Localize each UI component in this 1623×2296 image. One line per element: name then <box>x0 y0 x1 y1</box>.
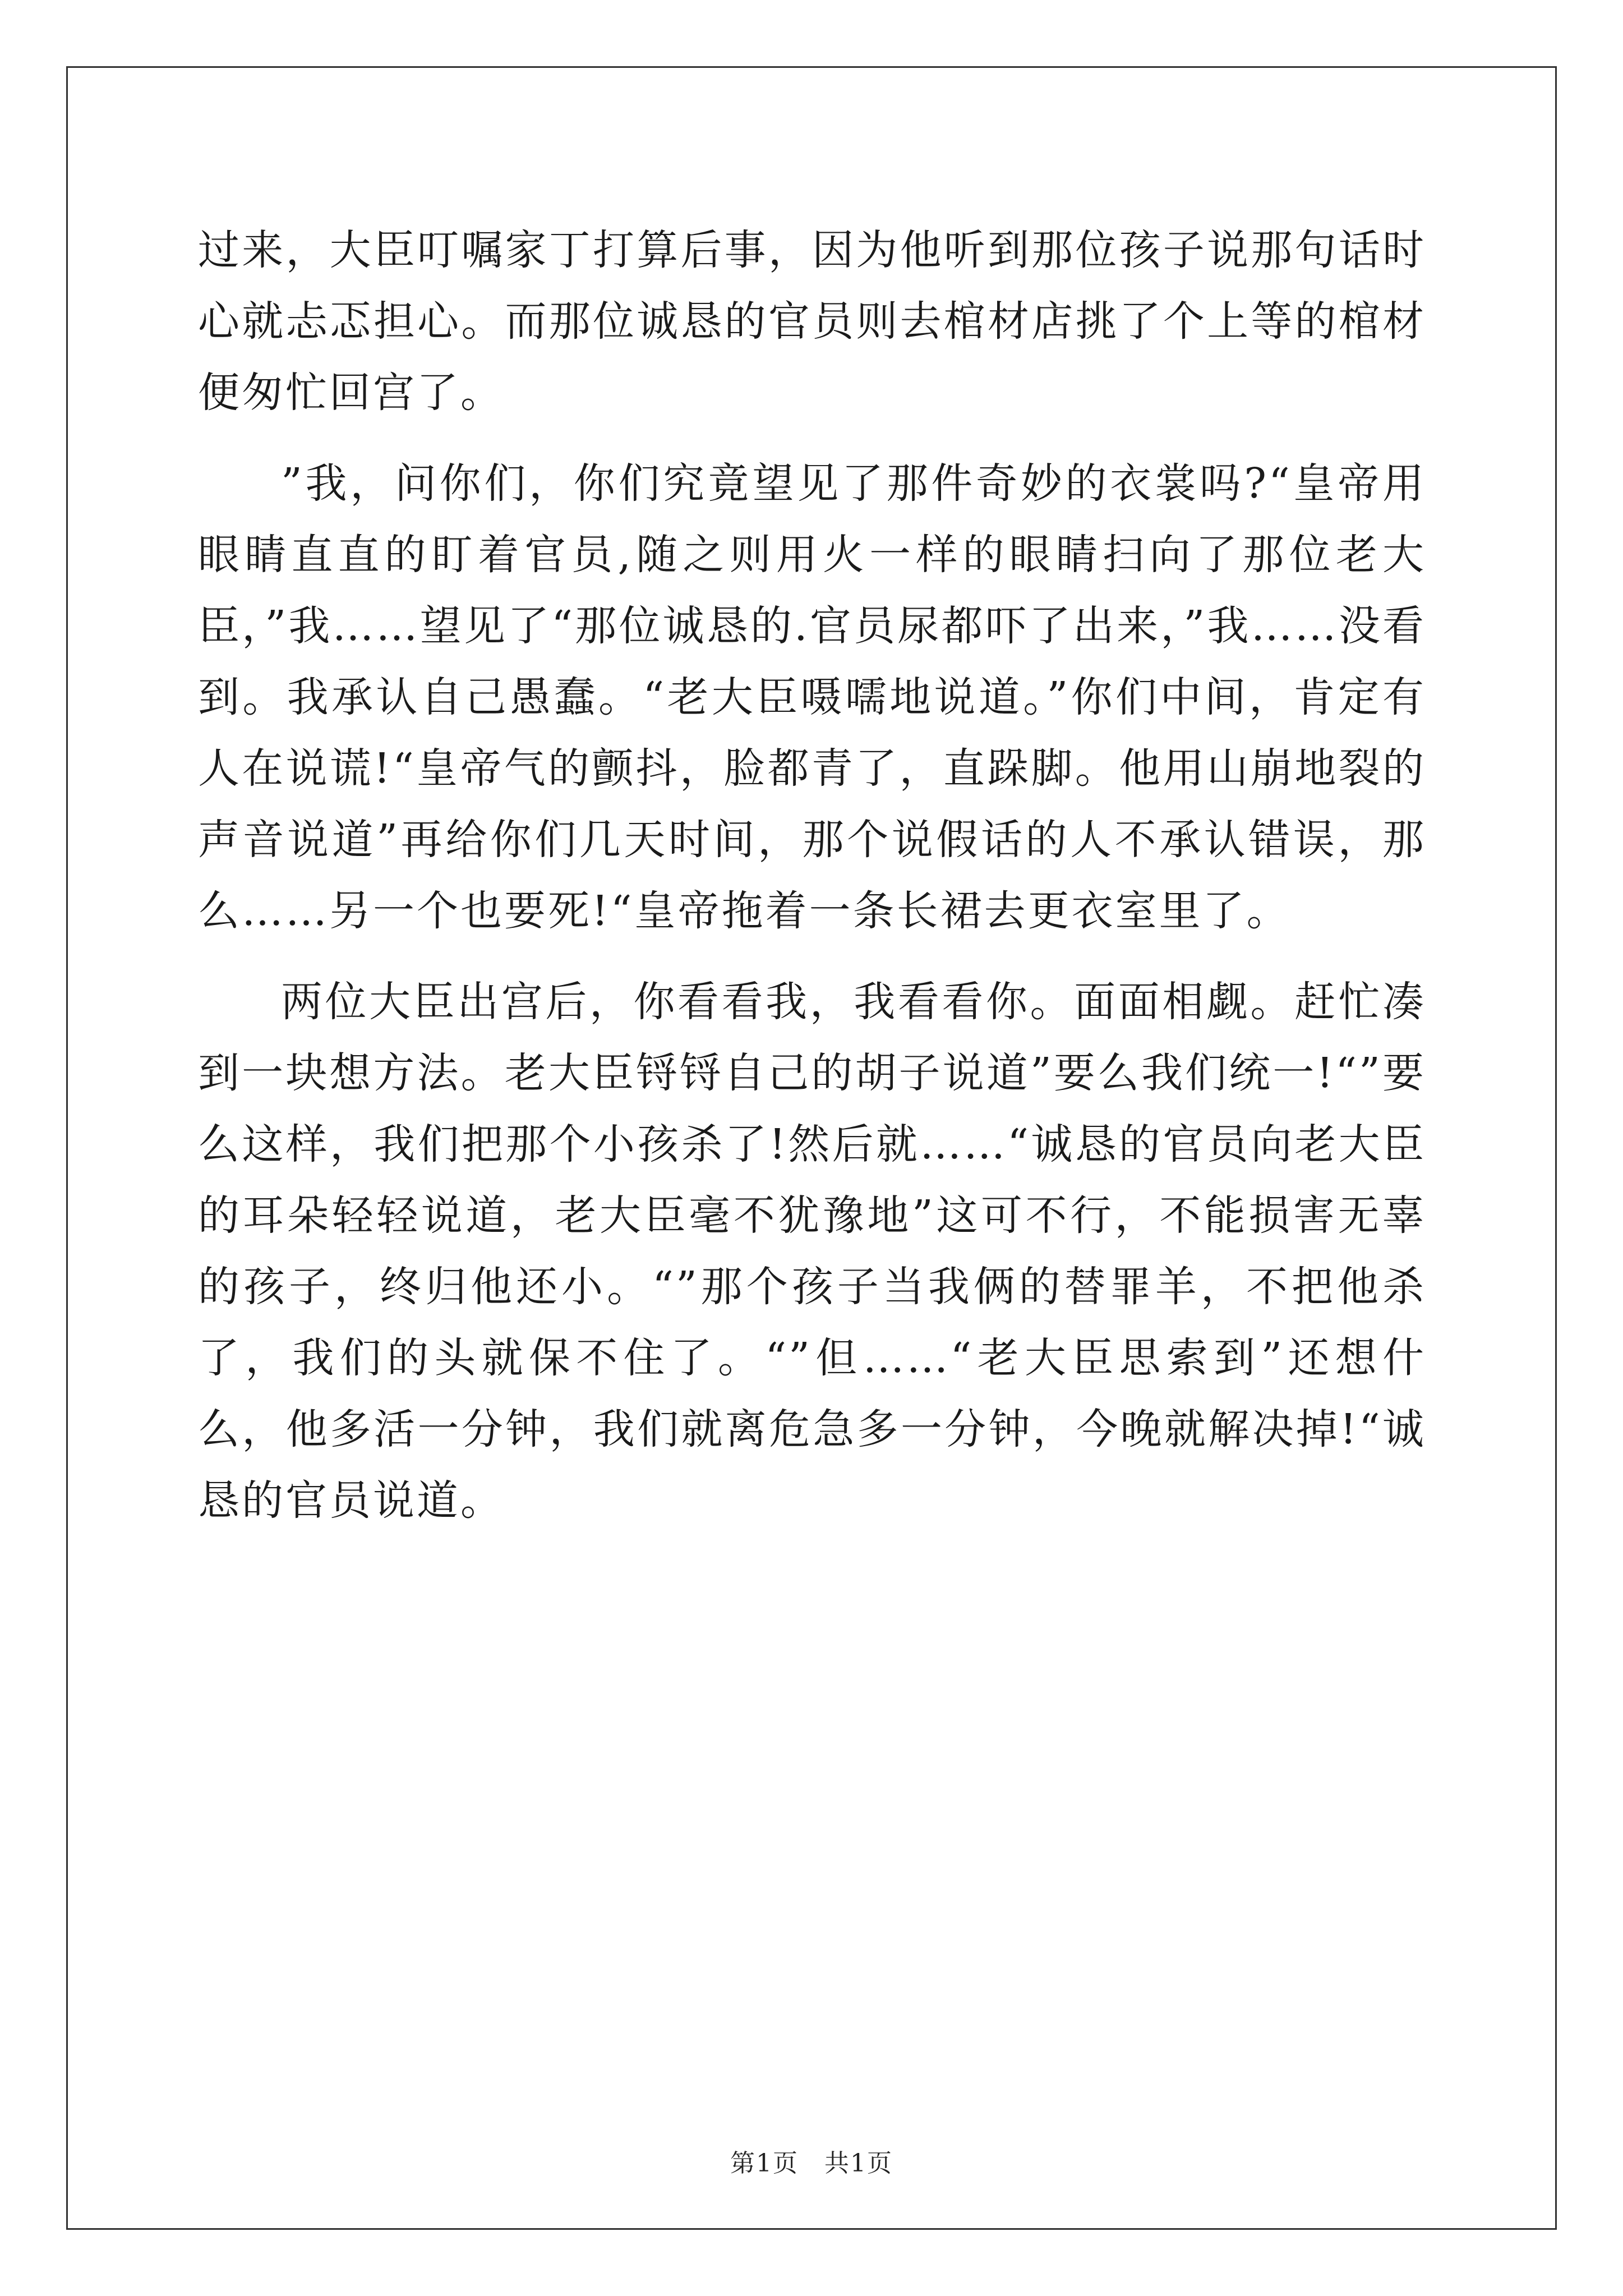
paragraph-3: 两位大臣出宫后，你看看我，我看看你。面面相觑。赶忙凑到一块想方法。老大臣锊锊自己的胡子说道”要么我们统一!“”要么这样，我们把那个小孩杀了!然后就……“诚恳的官员向老大臣的耳朵轻轻说道，老大臣毫不犹豫地”这可不行，不能损害无辜的孩子，终归他还小。“”那个孩子当我俩的替罪羊，不把他杀了，我们的头就保不住了。“”但……“老大臣思索到”还想什么，他多活一分钟，我们就离危急多一分钟，今晚就解决掉!“诚恳的官员说道。 <box>198 978 1426 1525</box>
document-body <box>198 215 1426 1556</box>
page-number-footer: 第1页 共1页 <box>730 2149 893 2178</box>
paragraph-2: ”我，问你们，你们究竟望见了那件奇妙的衣裳吗?“皇帝用眼睛直直的盯着官员,随之则用火一样的眼睛扫向了那位老大臣，”我……望见了“那位诚恳的.官员尿都吓了出来，”我……没看到。我承认自己愚蠢。“老大臣嗫嚅地说道。”你们中间，肯定有人在说谎!“皇帝气的颤抖，脸都青了，直跺脚。他用山崩地裂的声音说道”再给你们几天时间，那个说假话的人不承认错误，那么……另一个也要死!“皇帝拖着一条长裙去更衣室里了。 <box>198 459 1426 935</box>
paragraph-1: 过来，大臣叮嘱家丁打算后事，因为他听到那位孩子说那句话时心就忐忑担心。而那位诚恳的官员则去棺材店挑了个上等的棺材便匆忙回宫了。 <box>198 226 1426 417</box>
